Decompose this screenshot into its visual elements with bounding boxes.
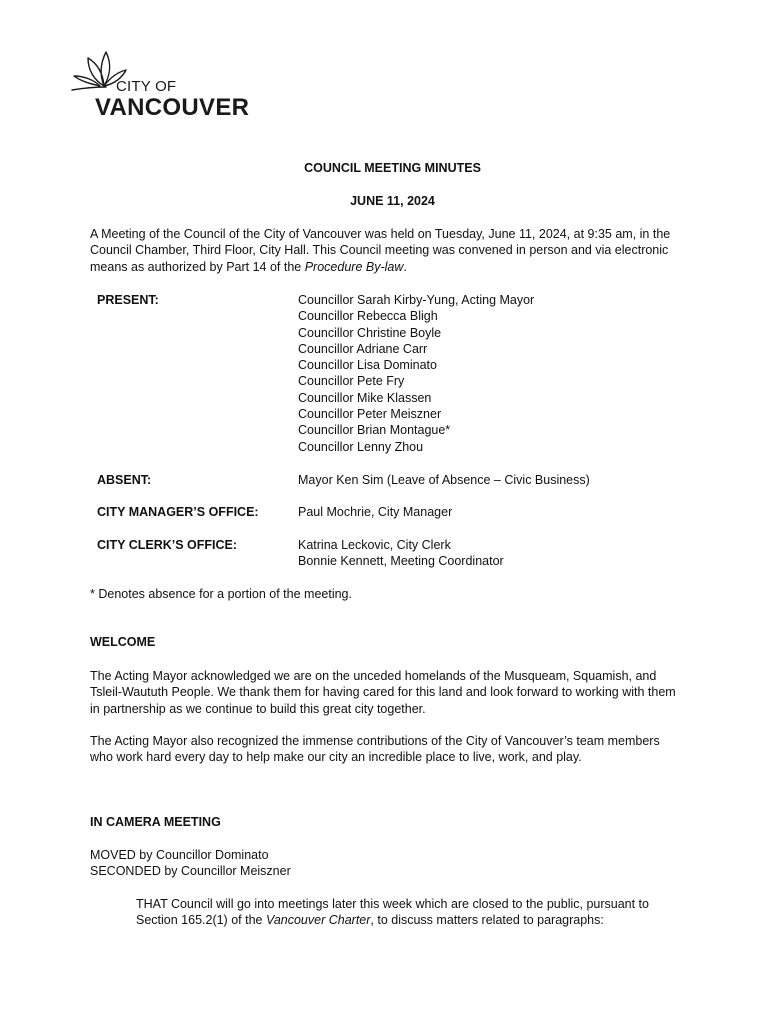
list-item: Bonnie Kennett, Meeting Coordinator bbox=[298, 554, 504, 569]
city-clerks-office-label: CITY CLERK’S OFFICE: bbox=[97, 538, 238, 552]
list-item: Councillor Peter Meiszner bbox=[298, 407, 442, 422]
list-item: Katrina Leckovic, City Clerk bbox=[298, 538, 451, 552]
intro-paragraph bbox=[90, 226, 685, 275]
city-clerks-office-list bbox=[298, 537, 504, 570]
in-camera-heading: IN CAMERA MEETING bbox=[90, 815, 221, 829]
charter-reference: Vancouver Charter bbox=[265, 913, 371, 928]
intro-text-end: . bbox=[403, 259, 407, 274]
logo-text-city-of: CITY OF bbox=[116, 78, 177, 95]
present-label: PRESENT: bbox=[97, 293, 159, 307]
document-title: COUNCIL MEETING MINUTES bbox=[304, 161, 481, 175]
welcome-heading: WELCOME bbox=[90, 635, 156, 649]
list-item: Councillor Rebecca Bligh bbox=[298, 309, 438, 324]
list-item: Councillor Pete Fry bbox=[298, 374, 405, 389]
welcome-paragraph-2: The Acting Mayor also recognized the immense contributions of the City of Vancouver’s team members who work hard every day to help make our city an incredible place to live, work, and play. bbox=[90, 734, 660, 765]
list-item: Mayor Ken Sim (Leave of Absence – Civic Business) bbox=[298, 473, 590, 487]
list-item: Councillor Christine Boyle bbox=[298, 325, 442, 340]
intro-bylaw-reference: Procedure By-law bbox=[304, 259, 404, 274]
seconded-by: SECONDED by Councillor Meiszner bbox=[90, 864, 291, 878]
list-item: Councillor Sarah Kirby-Yung, Acting Mayor bbox=[298, 293, 535, 307]
absence-footnote: * Denotes absence for a portion of the meeting. bbox=[90, 587, 352, 601]
absent-value bbox=[298, 472, 590, 488]
welcome-paragraph-1: The Acting Mayor acknowledged we are on the unceded homelands of the Musqueam, Squamish, and Tsleil-Waututh People. We thank them for having cared for this land and look forward to working with them in partnership as we continue to build this great city together. bbox=[90, 669, 676, 716]
list-item: Councillor Brian Montague* bbox=[298, 423, 451, 438]
list-item: Councillor Mike Klassen bbox=[298, 390, 432, 405]
city-logo bbox=[70, 46, 260, 122]
list-item: Paul Mochrie, City Manager bbox=[298, 505, 453, 519]
motion-text-end: , to discuss matters related to paragraphs: bbox=[370, 913, 604, 928]
list-item: Councillor Adriane Carr bbox=[298, 341, 428, 356]
present-list bbox=[298, 292, 534, 455]
logo-text-vancouver: VANCOUVER bbox=[95, 94, 250, 121]
list-item: Councillor Lenny Zhou bbox=[298, 439, 424, 454]
in-camera-motion bbox=[136, 896, 666, 929]
moved-by: MOVED by Councillor Dominato bbox=[90, 848, 269, 862]
absent-label: ABSENT: bbox=[97, 473, 152, 487]
meeting-date: JUNE 11, 2024 bbox=[350, 194, 435, 208]
city-managers-office-label: CITY MANAGER’S OFFICE: bbox=[97, 505, 259, 519]
list-item: Councillor Lisa Dominato bbox=[298, 358, 437, 373]
motion-text: THAT Council will go into meetings later this week which are closed to the public, pursuant to Section 165.2(1) of the bbox=[136, 897, 649, 928]
intro-text: A Meeting of the Council of the City of Vancouver was held on Tuesday, June 11, 2024, at 9:35 am, in the Council Chamber, Third Floor, City Hall. This Council meeting was convened in person and via electronic means as authorized by Part 14 of the bbox=[90, 227, 671, 274]
city-managers-office-value bbox=[298, 504, 452, 520]
